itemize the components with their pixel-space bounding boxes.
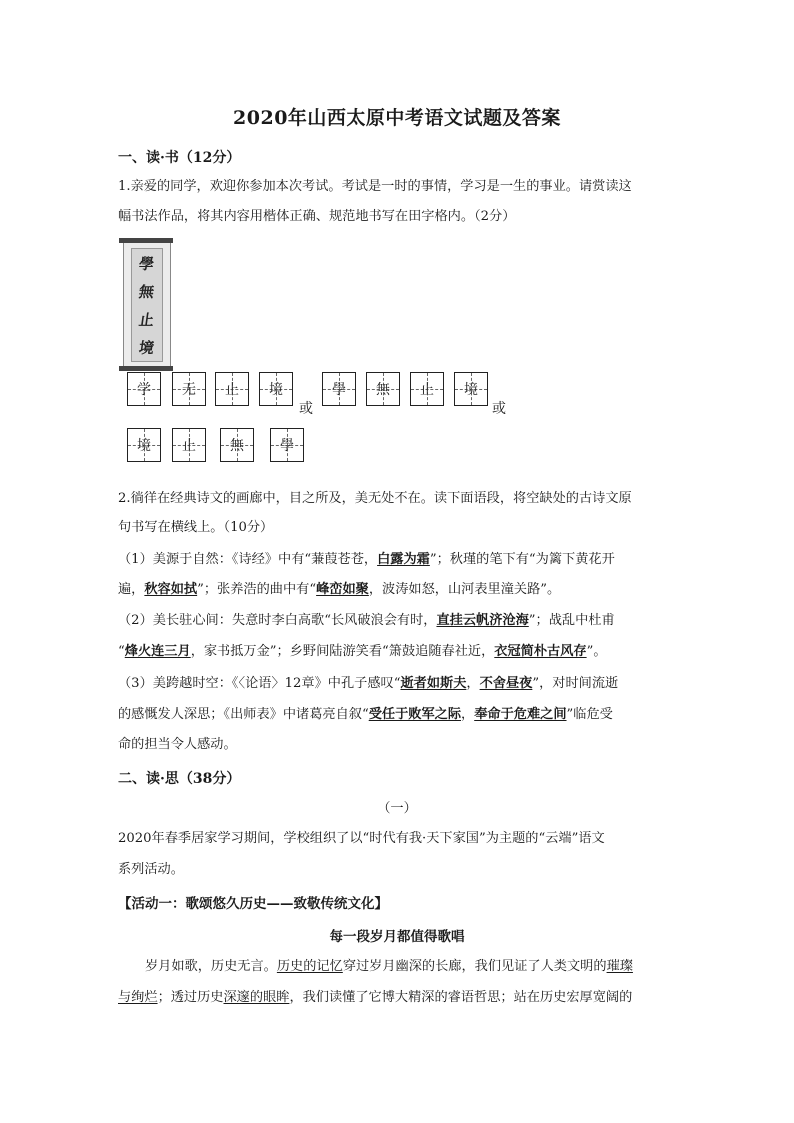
underlined-phrase: 与绚烂 bbox=[118, 990, 158, 1005]
text: ”，对时间流逝 bbox=[532, 676, 619, 691]
text: 岁月如歌，历史无言。 bbox=[145, 959, 277, 974]
answer-blank: 不舍昼夜 bbox=[479, 676, 533, 691]
intro-line-2: 系列活动。 bbox=[118, 862, 184, 877]
grid-char: 無 bbox=[230, 438, 244, 454]
grid-char: 学 bbox=[137, 382, 151, 398]
answer-blank: 秋容如拭 bbox=[144, 582, 198, 597]
answer-blank: 峰峦如聚 bbox=[316, 582, 369, 597]
tian-grid-box bbox=[220, 428, 254, 462]
text: ，波涛如怒，山河表里潼关路”。 bbox=[368, 582, 561, 597]
q2-part1-line1 bbox=[118, 550, 615, 570]
tian-grid-box bbox=[410, 372, 444, 406]
scroll-char-3: 止 bbox=[138, 310, 156, 329]
tian-grid-box bbox=[259, 372, 293, 406]
text: 穿过岁月幽深的长廊，我们见证了人类文明的 bbox=[342, 959, 607, 974]
scroll-char-4: 境 bbox=[138, 338, 156, 357]
or-label-2: 或 bbox=[492, 401, 506, 417]
page-title: 2020年山西太原中考语文试题及答案 bbox=[233, 107, 561, 129]
q2-part1-line2 bbox=[118, 580, 560, 600]
text: 的感慨发人深思；《出师表》中诸葛亮自叙“ bbox=[118, 707, 369, 722]
q2-part2-line2 bbox=[118, 642, 607, 662]
text: ”临危受 bbox=[566, 707, 613, 722]
grid-char: 無 bbox=[376, 382, 390, 398]
scroll-rod-bottom bbox=[119, 366, 173, 371]
underlined-phrase: 璀璨 bbox=[606, 959, 633, 974]
grid-char: 學 bbox=[332, 382, 346, 398]
text: ， bbox=[461, 707, 475, 722]
scroll-text-panel bbox=[131, 248, 163, 362]
grid-char: 止 bbox=[225, 382, 239, 398]
essay-line-2 bbox=[118, 988, 632, 1008]
answer-blank: 受任于败军之际 bbox=[368, 707, 462, 722]
section-heading-1: 一、读·书（12分） bbox=[118, 150, 241, 166]
text: ，家书抵万金”；乡野间陆游笑看“箫鼓追随春社近， bbox=[190, 644, 495, 659]
tian-grid-box bbox=[172, 372, 206, 406]
tian-grid-box bbox=[127, 372, 161, 406]
grid-char: 境 bbox=[269, 382, 283, 398]
q2-part2-line1 bbox=[118, 611, 615, 631]
grid-char: 境 bbox=[464, 382, 478, 398]
tian-grid-box bbox=[322, 372, 356, 406]
q2-part3-line3: 命的担当令人感动。 bbox=[118, 737, 237, 752]
underlined-phrase: 深邃的眼眸 bbox=[223, 990, 290, 1005]
activity-heading: 【活动一：歌颂悠久历史——致敬传统文化】 bbox=[118, 896, 388, 912]
grid-char: 境 bbox=[137, 438, 151, 454]
grid-char: 无 bbox=[182, 382, 196, 398]
text: ， bbox=[466, 676, 480, 691]
answer-blank: 逝者如斯夫 bbox=[400, 676, 467, 691]
tian-grid-box bbox=[172, 428, 206, 462]
text: “ bbox=[118, 644, 125, 659]
text: ”。 bbox=[586, 644, 607, 659]
scroll-char-2: 無 bbox=[138, 282, 156, 301]
text: ”；张养浩的曲中有“ bbox=[197, 582, 317, 597]
answer-blank: 白露为霜 bbox=[377, 552, 430, 567]
text: （1）美源于自然：《诗经》中有“蒹葭苍苍， bbox=[118, 552, 378, 567]
q2-part3-line1 bbox=[118, 674, 618, 694]
part-label: （一） bbox=[377, 801, 417, 816]
q2-line-2: 句书写在横线上。（10分） bbox=[118, 520, 274, 535]
or-label-1: 或 bbox=[299, 401, 313, 417]
grid-char: 學 bbox=[280, 438, 294, 454]
answer-blank: 衣冠简朴古风存 bbox=[494, 644, 587, 659]
scroll-rod-top bbox=[119, 238, 173, 243]
underlined-phrase: 历史的记忆 bbox=[276, 959, 343, 974]
scroll-char-1: 學 bbox=[138, 254, 156, 273]
text: ”；秋瑾的笔下有“为篱下黄花开 bbox=[429, 552, 615, 567]
text: ；透过历史 bbox=[157, 990, 224, 1005]
q2-part3-line2 bbox=[118, 705, 613, 725]
answer-blank: 奉命于危难之间 bbox=[474, 707, 567, 722]
essay-title: 每一段岁月都值得歌唱 bbox=[329, 929, 465, 945]
section-heading-2: 二、读·思（38分） bbox=[118, 771, 241, 787]
tian-grid-box bbox=[366, 372, 400, 406]
answer-blank: 烽火连三月 bbox=[124, 644, 191, 659]
answer-blank: 直挂云帆济沧海 bbox=[436, 613, 529, 628]
text: （3）美跨越时空：《〈论语〉12章》中孔子感叹“ bbox=[118, 676, 401, 691]
text: ”；战乱中杜甫 bbox=[528, 613, 615, 628]
tian-grid-box bbox=[127, 428, 161, 462]
grid-char: 止 bbox=[182, 438, 196, 454]
essay-line-1 bbox=[145, 957, 633, 977]
text: ，我们读懂了它博大精深的睿语哲思；站在历史宏厚宽阔的 bbox=[289, 990, 633, 1005]
tian-grid-box bbox=[215, 372, 249, 406]
text: 遍， bbox=[118, 582, 145, 597]
tian-grid-box bbox=[270, 428, 304, 462]
q1-line-2: 幅书法作品，将其内容用楷体正确、规范地书写在田字格内。（2分） bbox=[118, 209, 516, 224]
q1-line-1: 1.亲爱的同学，欢迎你参加本次考试。考试是一时的事情，学习是一生的事业。请赏读这 bbox=[118, 179, 632, 194]
text: （2）美长驻心间：失意时李白高歌“长风破浪会有时， bbox=[118, 613, 437, 628]
q2-line-1: 2.徜徉在经典诗文的画廊中，目之所及，美无处不在。读下面语段，将空缺处的古诗文原 bbox=[118, 491, 632, 506]
grid-char: 止 bbox=[420, 382, 434, 398]
tian-grid-box bbox=[454, 372, 488, 406]
intro-line-1: 2020年春季居家学习期间，学校组织了以“时代有我·天下家国”为主题的“云端”语文 bbox=[118, 831, 605, 846]
